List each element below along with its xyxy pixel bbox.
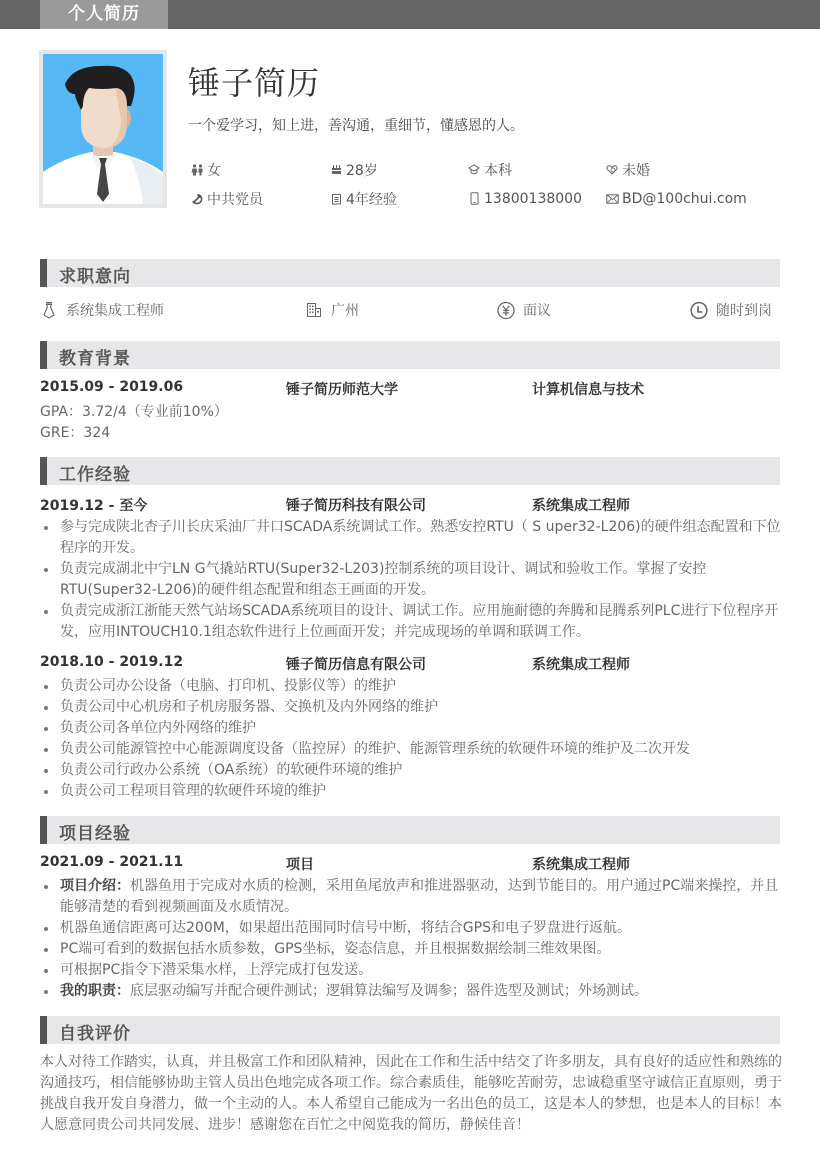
work-role: 系统集成工程师 [532,657,630,673]
list-item [40,960,782,981]
info-phone [467,191,605,207]
work-entry-header [40,654,780,674]
bullet-label: 项目介绍： [60,878,130,894]
info-email [605,191,780,207]
avatar-illustration-icon [43,54,163,204]
work-duties [40,517,782,643]
marital-value: 未婚 [622,162,650,179]
list-item: 负责公司办公设备（电脑、打印机、投影仪等）的维护 [40,676,782,697]
heart-icon [605,163,619,177]
list-item: 负责完成湖北中宁LN G气撬站RTU(Super32-L203)控制系统的项目设计、调试和验收工作。掌握了安控RTU(Super32-L206)的硬件组态配置和组态王画面的开发。 [40,559,782,601]
list-item: 负责公司各单位内外网络的维护 [40,718,782,739]
politics-value: 中共党员 [207,191,263,208]
section-title: 教育背景 [59,349,131,369]
motto: 一个爱学习，知上进，善沟通，重细节，懂感恩的人。 [188,118,524,134]
info-experience [329,189,467,209]
section-header-education [40,341,780,369]
top-bar [0,0,820,29]
section-title: 求职意向 [59,267,131,287]
list-item [40,918,782,939]
experience-value: 4年经验 [346,191,397,208]
section-title: 工作经验 [59,465,131,485]
list-item [40,876,782,918]
education-entry-header [40,379,780,399]
personal-info [190,155,780,213]
bullet-text: PC端可看到的数据包括水质参数，GPS坐标，姿态信息，并且根据数据绘制三维效果图。 [60,941,611,957]
resume-name: 锤子简历 [188,64,321,102]
gender-icon [190,163,204,177]
intent-salary [497,300,551,320]
education-period: 2015.09 - 2019.06 [40,379,184,395]
intent-position-value: 系统集成工程师 [66,303,164,319]
list-item [40,981,782,1002]
project-name: 项目 [286,857,314,873]
list-item: 负责完成浙江浙能天然气站场SCADA系统项目的设计、调试工作。应用施耐德的奔腾和昆腾系列PLC进行下位程序开发，应用INTOUCH10.1组态软件进行上位画面开发；并完成现场的单调和联调工作。 [40,601,782,643]
email-value[interactable]: BD@100chui.com [622,190,747,207]
clipboard-icon [329,192,343,206]
list-item: 负责公司能源管控中心能源调度设备（监控屏）的维护、能源管理系统的软硬件环境的维护及二次开发 [40,739,782,760]
info-marital [605,160,780,180]
project-entry-header [40,854,780,874]
education-gpa: GPA：3.72/4（专业前10%） [40,404,228,420]
work-company: 锤子简历信息有限公司 [286,657,426,673]
info-age [329,160,467,180]
list-item: 参与完成陕北杏子川长庆采油厂井口SCADA系统调试工作。熟悉安控RTU（ S uper32-L206)的硬件组态配置和下位程序的开发。 [40,517,782,559]
yen-icon [497,301,515,319]
bullet-text: 可根据PC指令下潜采集水样，上浮完成打包发送。 [60,962,373,978]
info-degree [467,160,605,180]
intent-position [40,300,164,320]
intent-city-value: 广州 [331,303,359,319]
section-header-self-evaluation [40,1016,780,1044]
project-period: 2021.09 - 2021.11 [40,854,184,870]
education-gre: GRE：324 [40,425,111,441]
project-details [40,876,782,1002]
bullet-text: 底层驱动编写并配合硬件测试；逻辑算法编写及调参；器件选型及测试；外场测试。 [130,983,648,999]
degree-value: 本科 [484,162,512,179]
info-row [190,184,780,213]
bullet-text: 机器鱼用于完成对水质的检测，采用鱼尾放声和推进器驱动，达到节能目的。用户通过PC端来操控，并且能够清楚的看到视频画面及水质情况。 [60,878,779,915]
list-item: 负责公司中心机房和子机房服务器、交换机及内外网络的维护 [40,697,782,718]
gender-value: 女 [207,162,221,179]
work-role: 系统集成工程师 [532,498,630,514]
graduation-cap-icon [467,163,481,177]
list-item: 负责公司工程项目管理的软硬件环境的维护 [40,781,782,802]
avatar-frame [39,50,167,208]
tie-icon [40,301,58,319]
info-row [190,155,780,184]
bullet-text: 机器鱼通信距离可达200M，如果超出范围同时信号中断，将结合GPS和电子罗盘进行返航。 [60,920,631,936]
job-intent [40,300,780,322]
resume-tab: 个人简历 [40,0,168,29]
intent-availability-value: 随时到岗 [716,303,772,319]
section-header-project [40,816,780,844]
avatar [43,54,163,204]
age-value: 28岁 [346,162,378,179]
education-school: 锤子简历师范大学 [286,382,398,398]
info-politics [190,189,329,209]
party-emblem-icon [190,192,204,206]
birthday-cake-icon [329,163,343,177]
mobile-phone-icon [467,192,481,206]
work-company: 锤子简历科技有限公司 [286,498,426,514]
work-period: 2018.10 - 2019.12 [40,654,184,670]
project-role: 系统集成工程师 [532,857,630,873]
clock-icon [690,301,708,319]
self-evaluation-text: 本人对待工作踏实，认真，并且极富工作和团队精神，因此在工作和生活中结交了许多朋友，具有良好的适应性和熟练的沟通技巧，相信能够协助主管人员出色地完成各项工作。综合素质佳，能够吃苦耐劳，忠诚稳重坚守诚信正直原则，勇于挑战自我开发自身潜力，做一个主动的人。本人希望自己能成为一名出色的员工，这是本人的梦想，也是本人的目标！本人愿意同贵公司共同发展、进步！感谢您在百忙之中阅览我的简历，静候佳音！ [40,1054,782,1133]
intent-city [305,300,359,320]
bullet-label: 我的职责： [60,983,130,999]
phone-value[interactable]: 13800138000 [484,190,582,207]
intent-availability [690,300,772,320]
intent-salary-value: 面议 [523,303,551,319]
work-period: 2019.12 - 至今 [40,498,148,514]
section-title: 自我评价 [59,1024,131,1044]
work-duties [40,676,782,802]
work-entry-header [40,495,780,515]
section-header-intent [40,259,780,287]
section-title: 项目经验 [59,824,131,844]
info-gender [190,160,329,180]
list-item [40,939,782,960]
list-item: 负责公司行政办公系统（OA系统）的软硬件环境的维护 [40,760,782,781]
education-major: 计算机信息与技术 [532,382,644,398]
building-icon [305,301,323,319]
section-header-work [40,457,780,485]
envelope-icon [605,192,619,206]
